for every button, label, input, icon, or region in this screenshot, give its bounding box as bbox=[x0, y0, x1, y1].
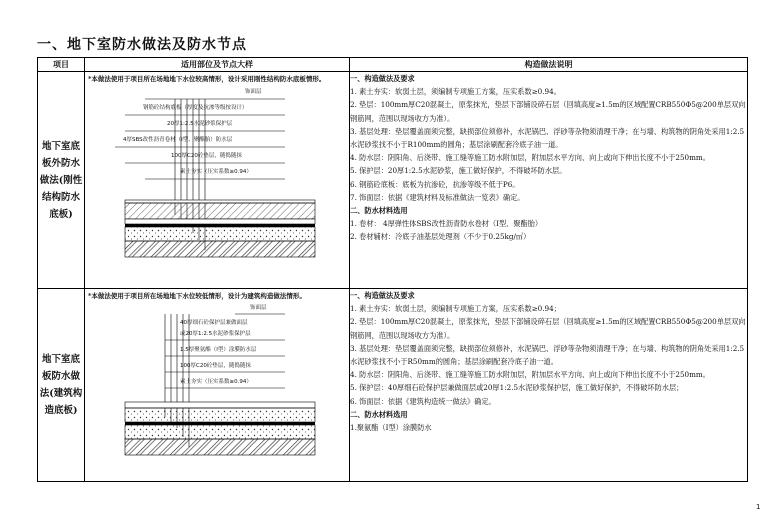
desc-line: 2. 垫层：100mm厚C20混凝土，原浆抹光，垫层下部铺设碎石层（回填高度≥1.5m的区域配置CRB550Φ5@200单层双向钢筋网，范围以现场收方为准）。 bbox=[350, 317, 746, 340]
desc-line: 3. 基层处理：垫层覆盖面须完整，缺损部位须修补，水泥锅巴、浮砂等杂物须清理干净；在与墙、构筑物的阴角处采用1:2.5水泥砂浆找不小于R50mm的圆角；基层涂刷配套冷底子油一道。 bbox=[350, 343, 745, 367]
layer-label: 100厚C20砼垫层，随捣随抹 bbox=[171, 153, 242, 159]
layer-diagram bbox=[85, 85, 349, 265]
header-detail: 适用部位及节点大样 bbox=[85, 58, 350, 72]
project-label: 地下室底板外防水做法(刚性结构防水底板) bbox=[39, 140, 83, 220]
desc-line: 7. 饰面层：依据《建筑材料及标准做法一览表》确定。 bbox=[350, 192, 525, 202]
description-cell bbox=[350, 72, 748, 289]
page-number: 1 bbox=[756, 503, 761, 511]
project-cell bbox=[38, 289, 85, 482]
desc-line: 1. 卷材： 4厚弹性体SBS改性沥青防水卷材（Ⅰ型、聚酯胎） bbox=[350, 219, 543, 229]
applicability-note: *本做法使用于项目所在场地地下水位较低情形，设计为建筑构造做法情形。 bbox=[88, 292, 306, 300]
layer-label: 素土夯实（压实系数≥0.94） bbox=[180, 169, 252, 175]
layer-label: 钢筋砼结构底板（厚度及抗渗等级按设计） bbox=[143, 105, 248, 111]
section-drawing bbox=[85, 85, 350, 265]
layer-label: 饰面层 bbox=[245, 89, 262, 95]
header-project: 项目 bbox=[38, 58, 85, 72]
desc-line: 一、构造做法及要求 bbox=[350, 74, 415, 83]
description-cell bbox=[350, 289, 748, 482]
table-row bbox=[38, 289, 748, 482]
desc-line: 2. 卷材辅材：冷底子油基层处理剂（不少于0.25kg/㎡） bbox=[350, 232, 531, 242]
desc-line: 5. 保护层：20厚1:2.5水泥砂浆，施工做好保护，不得破坏防水层。 bbox=[350, 166, 567, 176]
layer-label: 饰面层 bbox=[250, 305, 267, 311]
desc-line: 二、防水材料选用 bbox=[350, 206, 408, 216]
desc-line: 4. 防水层：阴阳角、后浇带、施工缝等施工防水附加层，附加层水平方向、向上或向下伸出长度不小于250mm。 bbox=[350, 370, 710, 380]
layer-label: 100厚C20砼垫层，随捣随抹 bbox=[180, 363, 251, 369]
desc-line: 二、防水材料选用 bbox=[350, 409, 408, 419]
detail-cell bbox=[85, 289, 350, 482]
header-description: 构造做法说明 bbox=[350, 58, 748, 72]
layer-diagram bbox=[85, 302, 349, 462]
desc-line: 6. 饰面层：依据《建筑构造统一做法》确定。 bbox=[350, 396, 496, 406]
desc-line: 1.聚氨酯（Ⅰ型）涂膜防水 bbox=[350, 423, 432, 433]
detail-cell bbox=[85, 72, 350, 289]
desc-line: 1. 素土夯实：软弱土层，须编制专项施工方案，压实系数≥0.94。 bbox=[350, 87, 561, 97]
desc-line: 一、构造做法及要求 bbox=[350, 291, 415, 300]
project-cell bbox=[38, 72, 85, 289]
desc-line: 6. 钢筋砼底板：底板为抗渗砼，抗渗等级不低于P6。 bbox=[350, 179, 520, 189]
desc-line: 4. 防水层：阴阳角、后浇带、施工缝等施工防水附加层，附加层水平方向、向上或向下伸出长度不小于250mm。 bbox=[350, 153, 710, 163]
desc-line: 2. 垫层：100mm厚C20混凝土，原浆抹光，垫层下部铺设碎石层（回填高度≥1.5m的区域配置CRB550Φ5@200单层双向钢筋网，范围以现场收方为准）。 bbox=[350, 100, 746, 123]
applicability-note: *本做法使用于项目所在场地地下水位较高情形，设计采用刚性结构防水底板情形。 bbox=[88, 75, 326, 83]
waterproof-table bbox=[37, 57, 748, 482]
layer-label: 素土夯实（压实系数≥0.94） bbox=[180, 379, 252, 385]
layer-label: 40厚细石砼保护层兼做面层 bbox=[180, 320, 248, 326]
page-title: 一、地下室防水做法及防水节点 bbox=[37, 37, 247, 53]
layer-label: 20厚1:2.5水泥砂浆保护层 bbox=[167, 121, 233, 127]
layer-label: 4厚SBS改性沥青卷材（I型、聚酯胎）防水层 bbox=[123, 137, 233, 143]
table-row bbox=[38, 72, 748, 289]
layer-label: 或20厚1:2.5水泥砂浆保护层 bbox=[180, 331, 251, 337]
desc-line: 3. 基层处理：垫层覆盖面须完整，缺损部位须修补，水泥锅巴、浮砂等杂物须清理干净；在与墙、构筑物的阴角处采用1:2.5水泥砂浆找不小于R100mm的圆角；基层涂刷配套冷底子油一道。 bbox=[350, 126, 745, 150]
desc-line: 1. 素土夯实：软弱土层，须编制专项施工方案，压实系数≥0.94； bbox=[350, 304, 561, 314]
project-label: 地下室底板防水做法(建筑构造底板) bbox=[39, 354, 83, 416]
table-header-row bbox=[38, 58, 748, 72]
desc-line: 5. 保护层：40厚细石砼保护层兼做面层或20厚1:2.5水泥砂浆保护层，施工做好保护，不得破坏防水层； bbox=[350, 383, 684, 393]
layer-label: 1.5厚聚氨酯（I型）涂膜防水层 bbox=[180, 347, 257, 353]
